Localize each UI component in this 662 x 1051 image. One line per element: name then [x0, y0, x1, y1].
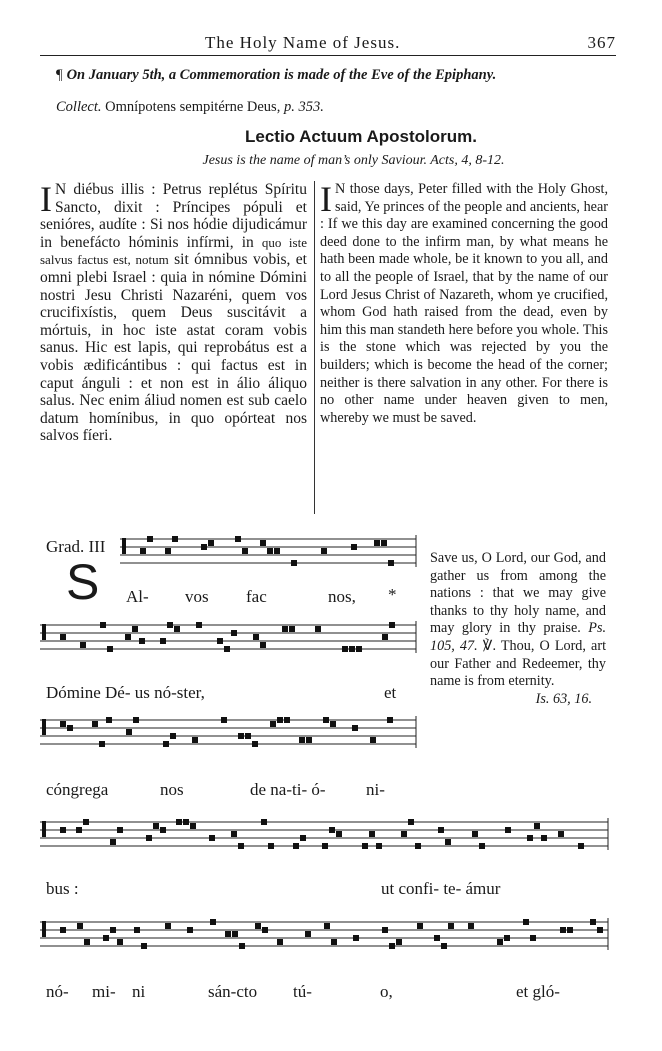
neume-note: [374, 540, 380, 546]
neume-note: [224, 646, 230, 652]
lesson-title: Lectio Actuum Apostolorum.: [244, 127, 477, 146]
neume-note: [165, 923, 171, 929]
neume-note: [153, 823, 159, 829]
rubric-text: On January 5th, a Commemoration is made of the Eve of the Epiphany.: [66, 67, 497, 83]
clef-mark: [42, 921, 46, 937]
neume-note: [448, 923, 454, 929]
neume-note: [541, 835, 547, 841]
latin-text-b: sit ómnibus vobis, et omni plebi Israel : quia in nómine Dómini nostri Jesu Christi Nazaréni, quem vos crucifixístis, quem Deus suscitávit a mórtuis, in hoc iste astat coram vobis sanus. Hic est lapis, qui reprobátus est a vobis ædificántibus : qui factus est in caput ánguli : et non est in álio áliquo salus. Nec enim áliud nomen est sub caelo datum homínibus, in quo opórteat nos salvos fíeri.: [40, 251, 307, 445]
gradual-initial: S: [66, 554, 100, 610]
neume-note: [530, 935, 536, 941]
neume-note: [268, 843, 274, 849]
neume-note: [331, 939, 337, 945]
neume-note: [389, 943, 395, 949]
neume-note: [505, 827, 511, 833]
neume-note: [381, 540, 387, 546]
neume-note: [324, 923, 330, 929]
neume-note: [590, 919, 596, 925]
neume-note: [160, 827, 166, 833]
neume-note: [560, 927, 566, 933]
neume-note: [125, 634, 131, 640]
neume-note: [387, 717, 393, 723]
neume-note: [323, 717, 329, 723]
neume-note: [100, 622, 106, 628]
neume-note: [126, 729, 132, 735]
neume-note: [284, 717, 290, 723]
neume-note: [231, 831, 237, 837]
neume-note: [270, 721, 276, 727]
neume-note: [147, 536, 153, 542]
lyric-syllable: Al-: [126, 587, 149, 606]
neume-note: [277, 939, 283, 945]
neume-note: [351, 544, 357, 550]
collect-reference: p. 353.: [283, 99, 324, 115]
lyric-line: ut confi- te- ámur: [381, 879, 501, 898]
neume-note: [255, 923, 261, 929]
neume-note: [534, 823, 540, 829]
neume-note: [322, 843, 328, 849]
neume-note: [60, 827, 66, 833]
neume-note: [472, 831, 478, 837]
lyric-syllable: bus :: [46, 879, 79, 898]
neume-note: [260, 540, 266, 546]
lyric-syllable: cóngrega: [46, 780, 109, 799]
neume-note: [60, 721, 66, 727]
neume-note: [245, 733, 251, 739]
neume-note: [92, 721, 98, 727]
gradual-reference-1: Ps. 105, 47.: [430, 620, 607, 654]
lyric-syllable: o,: [380, 982, 393, 1001]
gradual-verse: ℣. Thou, O Lord, art our Father and Redeemer, thy name is from eternity.: [430, 637, 607, 690]
neume-note: [217, 638, 223, 644]
lyric-syllable: de na-ti- ó-: [250, 780, 326, 799]
neume-note: [192, 737, 198, 743]
neume-note: [369, 831, 375, 837]
neume-note: [388, 560, 394, 566]
neume-note: [232, 931, 238, 937]
neume-note: [60, 927, 66, 933]
neume-note: [210, 919, 216, 925]
lyric-syllable: vos: [185, 587, 209, 606]
neume-note: [567, 927, 573, 933]
neume-note: [396, 939, 402, 945]
neume-note: [504, 935, 510, 941]
neume-note: [196, 622, 202, 628]
english-dropcap: I: [320, 179, 332, 219]
neume-note: [183, 819, 189, 825]
clef-mark: [42, 719, 46, 735]
neume-note: [239, 943, 245, 949]
neume-note: [415, 843, 421, 849]
neume-note: [274, 548, 280, 554]
neume-note: [441, 943, 447, 949]
neume-note: [141, 943, 147, 949]
neume-note: [208, 540, 214, 546]
english-text-b: by what means he hath been made whole, be it known to you all, and to all the people of Israel, that by the name of our Lord Jesus Christ of Nazareth, whom ye crucified, whom God hath raised from the dead, even by him this man standeth here before you whole. This is the stone which was rejected by you the builders; which is become the head of the corner; neither is there salvation in any other. For there is no other name under heaven given to men, whereby we must be saved.: [320, 233, 609, 426]
pilcrow-icon: ¶: [56, 67, 63, 83]
neume-note: [289, 626, 295, 632]
neume-note: [349, 646, 355, 652]
neume-note: [523, 919, 529, 925]
neume-note: [479, 843, 485, 849]
neume-note: [356, 646, 362, 652]
neume-note: [282, 626, 288, 632]
page-number: 367: [587, 33, 616, 52]
neume-note: [201, 544, 207, 550]
neume-note: [140, 548, 146, 554]
neume-note: [103, 935, 109, 941]
neume-note: [252, 741, 258, 747]
neume-note: [293, 843, 299, 849]
gradual-label-text: Grad.: [46, 537, 85, 556]
neume-note: [352, 725, 358, 731]
latin-dropcap: I: [40, 179, 52, 219]
collect-label: Collect.: [56, 99, 102, 115]
neume-note: [238, 733, 244, 739]
neume-note: [299, 737, 305, 743]
lyric-syllable: et: [384, 683, 397, 702]
neume-note: [190, 823, 196, 829]
collect-text: Omnípotens sempitérne Deus,: [105, 99, 281, 115]
lyric-syllable: tú-: [293, 982, 312, 1001]
neume-note: [221, 717, 227, 723]
neume-note: [165, 548, 171, 554]
neume-note: [382, 634, 388, 640]
neume-note: [133, 717, 139, 723]
neume-note: [329, 827, 335, 833]
neume-note: [60, 634, 66, 640]
neume-note: [353, 935, 359, 941]
gradual-translation: [430, 550, 606, 708]
neume-note: [84, 939, 90, 945]
lyric-syllable: fac: [246, 587, 267, 606]
neume-note: [174, 626, 180, 632]
neume-note: [362, 843, 368, 849]
neume-note: [300, 835, 306, 841]
neume-note: [370, 737, 376, 743]
neume-note: [260, 642, 266, 648]
lyric-syllable: nó-: [46, 982, 69, 1001]
lyric-asterisk: *: [388, 585, 397, 604]
neume-note: [262, 927, 268, 933]
lyric-syllable: et gló-: [516, 982, 560, 1001]
neume-note: [117, 827, 123, 833]
neume-note: [225, 931, 231, 937]
neume-note: [597, 927, 603, 933]
lyric-syllable: ni-: [366, 780, 385, 799]
neume-note: [376, 843, 382, 849]
neume-note: [80, 642, 86, 648]
neume-note: [445, 839, 451, 845]
neume-note: [558, 831, 564, 837]
neume-note: [408, 819, 414, 825]
lyric-syllable: mi-: [92, 982, 116, 1001]
neume-note: [146, 835, 152, 841]
neume-note: [110, 927, 116, 933]
lyric-line: Dómine Dé- us nó-ster,: [46, 683, 205, 702]
neume-note: [77, 923, 83, 929]
latin-text-a: N diébus illis : Petrus replétus Spíritu Sancto, dixit : Príncipes pópuli et senióres, audíte : Si nos hódie dijudicámur in benefácto hóminis infírmi, in: [40, 181, 307, 251]
neume-note: [110, 839, 116, 845]
neume-note: [170, 733, 176, 739]
neume-note: [99, 741, 105, 747]
gradual-mode: III: [88, 537, 106, 556]
neume-note: [315, 626, 321, 632]
lesson-subtitle: Jesus is the name of man’s only Saviour. Acts, 4, 8-12.: [202, 153, 505, 168]
neume-note: [238, 843, 244, 849]
neume-note: [187, 927, 193, 933]
neume-note: [107, 646, 113, 652]
neume-note: [267, 548, 273, 554]
clef-mark: [42, 821, 46, 837]
neume-note: [117, 939, 123, 945]
lyric-syllable: nos: [160, 780, 184, 799]
neume-note: [336, 831, 342, 837]
neume-note: [306, 737, 312, 743]
neume-note: [235, 536, 241, 542]
neume-note: [434, 935, 440, 941]
neume-note: [497, 939, 503, 945]
neume-note: [132, 626, 138, 632]
neume-note: [389, 622, 395, 628]
neume-note: [176, 819, 182, 825]
neume-note: [261, 819, 267, 825]
neume-note: [277, 717, 283, 723]
neume-note: [291, 560, 297, 566]
neume-note: [438, 827, 444, 833]
lyric-syllable: nos,: [328, 587, 356, 606]
latin-text-small: quo iste salvus factus est, notum: [40, 234, 307, 268]
neume-note: [527, 835, 533, 841]
neume-note: [67, 725, 73, 731]
lyric-syllable: sán-cto: [208, 982, 258, 1001]
neume-note: [134, 927, 140, 933]
neume-note: [163, 741, 169, 747]
neume-note: [417, 923, 423, 929]
english-text-a: N those days, Peter filled with the Holy Ghost, said, Ye princes of the people and ancients, hear : If we this day are examined concerning the good deed done to the infirm man,: [320, 181, 608, 250]
neume-note: [83, 819, 89, 825]
neume-note: [382, 927, 388, 933]
neume-note: [139, 638, 145, 644]
clef-mark: [42, 624, 46, 640]
neume-note: [253, 634, 259, 640]
neume-note: [231, 630, 237, 636]
neume-note: [167, 622, 173, 628]
neume-note: [242, 548, 248, 554]
neume-note: [160, 638, 166, 644]
neume-note: [172, 536, 178, 542]
neume-note: [321, 548, 327, 554]
neume-note: [106, 717, 112, 723]
neume-note: [578, 843, 584, 849]
running-title: The Holy Name of Jesus.: [205, 33, 401, 52]
neume-note: [76, 827, 82, 833]
neume-note: [401, 831, 407, 837]
gradual-english-text: Save us, O Lord, our God, and gather us from among the nations : that we may give thanks to thy holy name, and may glory in thy praise.: [430, 550, 606, 637]
neume-note: [305, 931, 311, 937]
gradual-reference-2: Is. 63, 16.: [535, 690, 592, 707]
neume-note: [209, 835, 215, 841]
neume-note: [330, 721, 336, 727]
clef-mark: [122, 538, 126, 554]
neume-note: [468, 923, 474, 929]
neume-note: [342, 646, 348, 652]
lyric-syllable: ni: [132, 982, 146, 1001]
